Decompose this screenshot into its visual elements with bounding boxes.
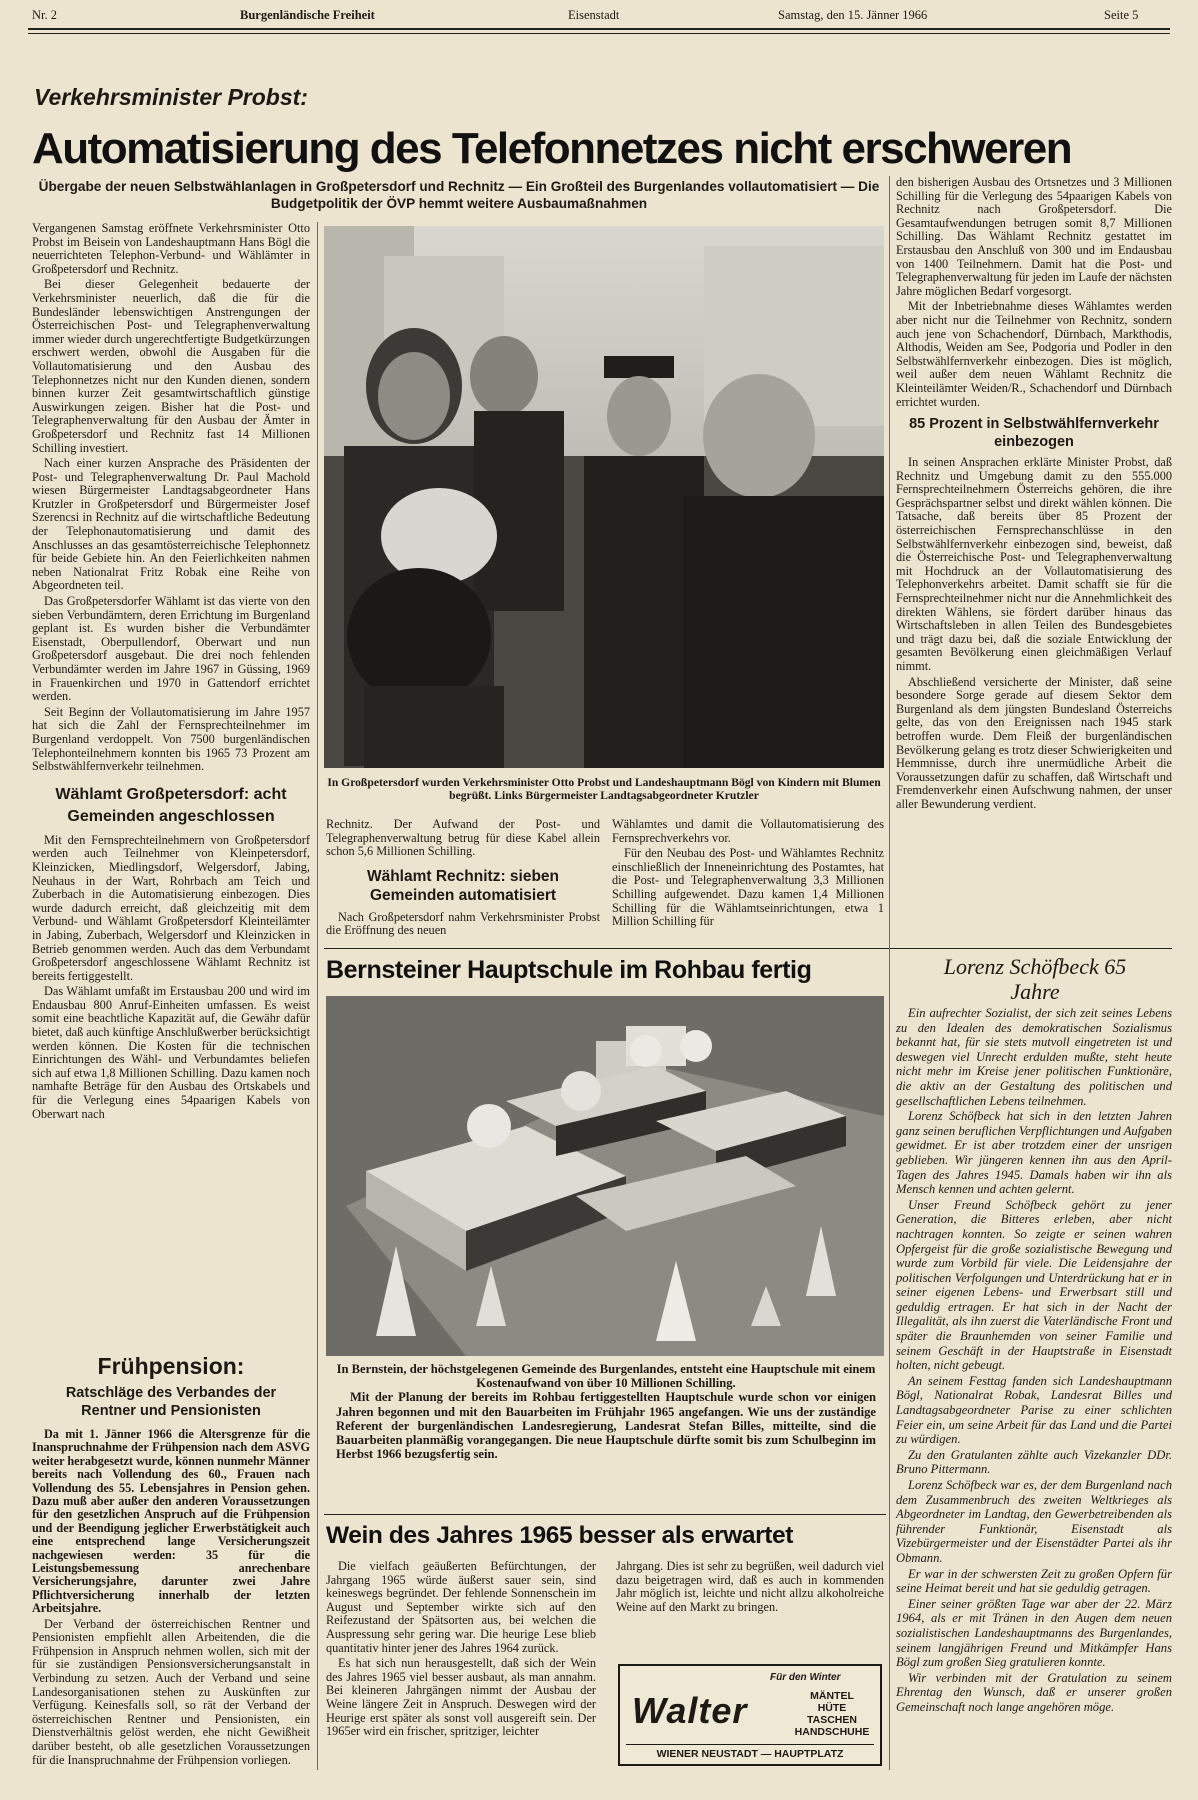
paragraph: Vergangenen Samstag eröffnete Verkehrsminister Otto Probst im Beisein von Landeshauptmann Hans Bögl die neuerrichteten Telephon-Verbund- und Wählämter in Großpetersdorf und Rechnitz. (32, 221, 310, 276)
article3-kicker: Frühpension: (97, 1353, 245, 1379)
paragraph: Lorenz Schöfbeck hat sich in den letzten Jahren ganz seinen beruflichen Verpflichtungen und Aufgaben gewidmet. Er ist aber trotzdem einer der unsrigen geblieben. Wir jüngeren kennen ihn aus den April-Tagen des Jahres 1945. Damals haben wir ihn als Mensch kennen und achten gelernt. (896, 1109, 1172, 1197)
paragraph: Zu den Gratulanten zählte auch Vizekanzler DDr. Bruno Pittermann. (896, 1447, 1172, 1477)
section-rule (324, 1514, 886, 1515)
article1-deck: Übergabe der neuen Selbstwählanlagen in Großpetersdorf und Rechnitz — Ein Großteil des Burgenlandes vollautomatisiert — Die Budgetpolitik der ÖVP hemmt weitere Ausbaumaßnahmen (38, 179, 880, 211)
issue-date: Samstag, den 15. Jänner 1966 (778, 8, 928, 22)
paragraph: Wählamtes und damit die Vollautomatisierung des Fernsprechverkehrs vor. (612, 817, 884, 845)
column-rule (889, 176, 890, 1770)
paragraph: Es hat sich nun herausgestellt, daß sich der Wein des Jahres 1965 viel besser ausbaut, als man annahm. Bei kleineren Jahrgängen nimmt der Ausbau der Weine längere Zeit in Anspruch. Deswegen wird der Heurige erst später als sonst voll ausgereift sein. Der 1965er wird ein frischer, spritziger, leichter (326, 1656, 596, 1739)
paragraph: Ein aufrechter Sozialist, der sich zeit seines Lebens zu den Idealen des demokratischen Sozialismus bekannt hat, für sie stets mutvoll eingetreten ist und deswegen viel Unrecht erdulden mußte, steht heute nicht mehr im Kreise jener politischen Funktionäre, die aktiv an der Gestaltung des politischen und gesellschaftlichen Lebens teilnehmen. (896, 1006, 1172, 1108)
paragraph: den bisherigen Ausbau des Ortsnetzes und 3 Millionen Schilling für die Verlegung des 54paarigen Kabels von Rechnitz nach Großpetersdorf. Die Gesamtaufwendungen betrugen somit 8,7 Millionen Schilling. Das Wählamt Rechnitz gestattet im Erstausbau den Anschluß von 300 und im Endausbau von 1400 Teilnehmern. Damit hat die Post- und Telegraphenverwaltung für jeden im Laufe der nächsten Jahre möglichen Bedarf vorgesorgt. (896, 175, 1172, 298)
paragraph: Nach einer kurzen Ansprache des Präsidenten der Post- und Telegraphenverwaltung Dr. Paul Machold wiesen Bürgermeister Landtagsabgeordneter Hans Krutzler in Großpetersdorf und Bürgermeister Josef Szerencsi in Rechnitz auf die wirtschaftliche Bedeutung der Telephonautomatisierung und damit des Anschlusses an das gesamtösterreichische Telephonnetz für beide Gebiete hin. An den Feierlichkeiten nahmen neben Nationalrat Fritz Robak eine Reihe von Abgeordneten teil. (32, 456, 310, 593)
paragraph: Jahrgang. Dies ist sehr zu begrüßen, weil dadurch viel dazu beigetragen wird, daß es auch in kommenden Jahr möglich ist, leichte und nicht allzu alkoholreiche Weine auf den Markt zu bringen. (616, 1559, 884, 1614)
photo2-caption-line1: In Bernstein, der höchstgelegenen Gemeinde des Burgenlandes, entsteht eine Hauptschule mit einem Kostenaufwand von über 10 Millionen Schilling. (336, 1362, 876, 1391)
ad-item: HANDSCHUHE (794, 1726, 870, 1738)
column-rule (317, 222, 318, 1770)
ad-brand-name: Walter (632, 1690, 748, 1731)
paragraph: Bei dieser Gelegenheit bedauerte der Verkehrsminister neuerlich, daß die für die Bundesländer lebenswichtigen Anstrengungen der Österreichischen Post- und Telegraphenverwaltung immer wieder durch ungerechtfertigte Budgetkürzungen erschwert werden, obwohl die Ausgaben für die Vollautomatisierung und den Ausbau des Telephonnetzes nicht nur den Kunden dienen, sondern binnen kurzer Zeit gesamtwirtschaftlich günstige Auswirkungen zeigen. Bisher hat die Post- und Telegraphenverwaltung für den Ausbau der Ämter in Großpetersdorf und Rechnitz fast 14 Millionen Schilling investiert. (32, 277, 310, 455)
masthead-rule (28, 28, 1170, 30)
school-model-illustration (326, 996, 884, 1356)
article3-lead: Da mit 1. Jänner 1966 die Altersgrenze für die Inanspruchnahme der Frühpension nach dem ASVG weiter herabgesetzt wurde, können nunmehr Männer bereits nach Vollendung des 60., Frauen nach Vollendung des 55. Lebensjahres in Pension gehen. Dazu muß aber außer den anderen Voraussetzungen für den gesetzlichen Anspruch auf die Frühpension und der Beendigung jeglicher Erwerbstätigkeit auch eine entsprechend lange Versicherungszeit nachgewiesen werden: 35 für die Leistungsbemessung anrechenbare Versicherungsjahre, darunter zwei Jahre Pflichtversicherung innerhalb der letzten Arbeitsjahre. (32, 1427, 310, 1616)
paragraph: Einer seiner größten Tage war aber der 22. März 1964, als er mit Tränen in den Augen dem neuen sozialistischen Landeshauptmanns des Burgenlandes, seinem langjährigen Freund und Mitkämpfer Hans Bögl zum großen Sieg gratulieren konnte. (896, 1596, 1172, 1670)
article3-subtitle: Ratschläge des Verbandes der Rentner und Pensionisten (65, 1385, 277, 1419)
ad-item: HÜTE (817, 1702, 847, 1714)
article4-title: Wein des Jahres 1965 besser als erwartet (326, 1522, 794, 1549)
photo-minister-reception (324, 226, 884, 768)
article1-col4 (896, 176, 1172, 814)
article1-col2 (326, 818, 600, 940)
ad-items (788, 1690, 876, 1738)
article4-col2 (616, 1560, 884, 1616)
ad-item: MÄNTEL (810, 1690, 854, 1702)
paragraph: Wir verbinden mit der Gratulation zu seinem Ehrentag den Wunsch, daß er unserer großen Gemeinschaft noch lange angehören möge. (896, 1670, 1172, 1714)
paragraph: Lorenz Schöfbeck war es, der dem Burgenland nach dem Zusammenbruch des zweiten Weltkrieges als Abgeordneter im Landtag, den Gewerbetreibenden als führender Funktionär, Eisenstadt als Vizebürgermeister und der Eisenstädter Partei als ihr Obmann. (896, 1478, 1172, 1565)
ad-tagline: Für den Winter (770, 1672, 841, 1683)
photo1-caption: In Großpetersdorf wurden Verkehrsminister Otto Probst und Landeshauptmann Bögl von Kindern mit Blumen begrüßt. Links Bürgermeister Landtagsabgeordneter Krutzler (327, 776, 881, 802)
article1-col3 (612, 818, 884, 931)
paragraph: Seit Beginn der Vollautomatisierung im Jahre 1957 hat sich die Zahl der Fernsprechteilnehmer im Burgenland verdoppelt. Von 7500 burgenländischen Telephonteilnehmern konnten bis 1965 73 Prozent am Selbstwählfernverkehr teilnehmen. (32, 704, 310, 774)
ad-item: TASCHEN (807, 1714, 857, 1726)
photo2-caption (336, 1362, 876, 1461)
ad-address: WIENER NEUSTADT — HAUPTPLATZ (626, 1744, 874, 1760)
article3-body (32, 1618, 310, 1768)
section-rule (896, 948, 1172, 949)
article4-col1 (326, 1560, 596, 1741)
paragraph: Er war in der schwersten Zeit zu großen Opfern für seine Heimat bereit und hat sie geduldig getragen. (896, 1566, 1172, 1596)
paragraph: An seinem Festtag fanden sich Landeshauptmann Bögl, Nationalrat Robak, Landesrat Billes und Landtagsabgeordneter Parise zu einer schlichten Feier ein, um seine Arbeit für das Land und die Partei zu würdigen. (896, 1373, 1172, 1447)
article1-col1 (32, 222, 310, 1123)
paragraph: Das Großpetersdorfer Wählamt ist das vierte von den sieben Verbundämtern, deren Errichtung im Burgenland geplant ist. Es wurden bisher die Verbundämter Eisenstadt, Oberpullendorf, Oberwart und nun Großpetersdorf ausgebaut. Die drei noch fehlenden Verbundämter werden im Jahre 1967 in Güssing, 1969 in Frauenkirchen und 1970 in Gattendorf errichtet werden. (32, 594, 310, 704)
paragraph: Das Wählamt umfaßt im Erstausbau 200 und wird im Endausbau 800 Anruf-Einheiten umfassen. Es weist somit eine beachtliche Kapazität auf, die Gewähr dafür bietet, daß auch künftige Anschlußwerber berücksichtigt werden können. Die Kosten für die technischen Einrichtungen des Wähl- und Verbundamtes beliefen sich auf etwa 1,8 Millionen Schilling. Dazu kamen noch namhafte Beträge für den Ausbau des Ortskabels und für die Verlegung eines 54paarigen Kabels von Oberwart nach (32, 984, 310, 1121)
subhead-rechnitz: Wählamt Rechnitz: sieben Gemeinden automatisiert (366, 867, 560, 904)
article1-kicker: Verkehrsminister Probst: (34, 84, 308, 110)
paragraph: Nach Großpetersdorf nahm Verkehrsminister Probst die Eröffnung des neuen (326, 909, 600, 938)
article5-body (896, 1006, 1172, 1716)
masthead-rule-thin (28, 33, 1170, 34)
paragraph: Unser Freund Schöfbeck gehört zu jener Generation, die Bitteres erleben, aber nicht nachtragen konnten. So zeigte er seinen wahren Opfergeist für die große sozialistische Bewegung und wurde zum Vorbild für viele. Die Leidensjahre der politischen Verfolgungen und Unterdrückung hat er in seiner eigenen Lebens- und Erwerbsart still und geduldig ertragen. Er hat sich in der Nacht der Illegalität, als ihn zuerst die Vaterländische Front und später die Braunhemden von seiner Familie und seinem Geschäft in der Hauptstraße in Eisenstadt holten, nicht gebeugt. (896, 1197, 1172, 1373)
paragraph: Für den Neubau des Post- und Wählamtes Rechnitz einschließlich der Inneneinrichtung des Postamtes, hat die Post- und Telegraphenverwaltung 3,3 Millionen Schilling aufgewendet. Dazu kamen 1,4 Millionen Schilling für die Wählamtseinrichtungen, etwa 1 Million Schilling für (612, 846, 884, 929)
photo-illustration (324, 226, 884, 768)
paragraph: Die vielfach geäußerten Befürchtungen, der Jahrgang 1965 würde äußerst sauer sein, sind keineswegs begründet. Der fehlende Sonnenschein im August und September wirkte sich auf den Reifezustand der Spätsorten aus, bei welchen die Auspressung sehr gering war. Die heurige Lese blieb quantitativ hinter jener des Jahres 1964 zurück. (326, 1559, 596, 1655)
article3 (32, 1352, 310, 1769)
article2-title: Bernsteiner Hauptschule im Rohbau fertig (326, 956, 812, 984)
paragraph: In seinen Ansprachen erklärte Minister Probst, daß Rechnitz und Umgebung damit zu den 555.000 Fernsprechteilnehmern Österreichs gehören, die ihre Gesprächspartner selbst und direkt wählen können. Die Tatsache, daß bereits über 85 Prozent der österreichischen Fernsprechanschlüsse in den Selbstwählfernverkehr einbezogen sind, beweist, daß die Österreichische Post- und Telegraphenverwaltung mit Hochdruck an der Vollautomatisierung des Telephonverkehrs arbeitet. Damit schafft sie für die Fernsprechteilnehmer nicht nur die Annehmlichkeit des direkten Wählens, sie fördert darüber hinaus das Wirtschaftsleben in allen Teilen des Bundesgebietes und trägt dazu bei, daß die soziale Entwicklung der gesamten Bevölkerung einen gleichmäßigen Verlauf nimmt. (896, 455, 1172, 673)
page-number: Seite 5 (1104, 8, 1139, 22)
subhead-85-prozent: 85 Prozent in Selbstwählfernverkehr einbezogen (909, 416, 1159, 451)
issue-number: Nr. 2 (32, 8, 57, 22)
subhead-grosspetersdorf: Wählamt Großpetersdorf: acht Gemeinden angeschlossen (55, 785, 287, 825)
photo2-caption-body: Mit der Planung der bereits im Rohbau fertiggestellten Hauptschule wurde schon vor einigen Jahren begonnen und mit den Bauarbeiten im Frühjahr 1965 angefangen. Wie uns der zuständige Referent der burgenländischen Landesregierung, Landesrat Stefan Billes, mitteilte, sind die Bauarbeiten planmäßig vorangegangen. Die neue Hauptschule dürfte somit bis zum Schulbeginn im Herbst 1966 bezugsfertig sein. (336, 1390, 876, 1462)
paragraph: Abschließend versicherte der Minister, daß seine besondere Sorge gerade auf diesem Sektor dem Burgenland als dem jüngsten Bundesland Österreichs gelte, das von den Ereignissen nach 1945 stark betroffen wurde. Dem Fleiß der burgenländischen Bevölkerung gelang es trotz dieser Schwierigkeiten und Hemmnisse, durch ihre unermüdliche Arbeit die Voraussetzungen dafür zu schaffen, daß Wirtschaft und Fremdenverkehr einen Aufschwung nahmen, der unser aller Bewunderung verdient. (896, 674, 1172, 811)
paragraph: Der Verband der österreichischen Rentner und Pensionisten empfiehlt allen Arbeitenden, die die Frühpension in Anspruch nehmen wollen, sich mit der für sie zuständigen Pensionsversicherungsanstalt in Verbindung zu setzen. Auch der Verband und seine Landesorganisationen stehen zu Auskünften zur Verfügung. Keinesfalls soll, so rät der Verband der österreichischen Rentner und Pensionisten, ein Dienstverhältnis gelöst werden, ehe nicht Gewißheit darüber besteht, ob alle gesetzlichen Voraussetzungen für die Inanspruchnahme der Frühpension vorliegen. (32, 1616, 310, 1767)
city-name: Eisenstadt (568, 8, 620, 22)
photo-school-model (326, 996, 884, 1356)
paragraph: Mit der Inbetriebnahme dieses Wählamtes werden aber nicht nur die Teilnehmer von Rechnitz, sondern auch jene von Schachendorf, Dürnbach, Markthodis, Althodis, Weiden am See, Podgoria und Podler in den Selbstwählfernverkehr einbezogen. Dies ist möglich, weil außer dem neuen Wählamt Rechnitz die Kleinteilämter Weiden/R., Schachendorf und Dürnbach errichtet wurden. (896, 299, 1172, 409)
article1-title: Automatisierung des Telefonnetzes nicht erschweren (32, 124, 1072, 173)
walter-advertisement (618, 1664, 882, 1766)
paragraph: Rechnitz. Der Aufwand der Post- und Telegraphenverwaltung betrug für diese Kabel allein schon 5,6 Millionen Schilling. (326, 817, 600, 859)
paragraph: Mit den Fernsprechteilnehmern von Großpetersdorf werden auch Teilnehmer von Kleinpetersdorf, Kleinzicken, Miedlingsdorf, Welgersdorf, Jabing, Neuhaus in der Wart, Rohrbach am Teich und Zuberbach in die Automatisierung einbezogen. Dies wurde dadurch erreicht, daß gleichzeitig mit dem Verbund- und Wählamt Großpetersdorf Kleinteilämter in Jabing, Zuberbach, Welgersdorf und Kleinzicken in Betrieb genommen werden. Auch das dem Verbundamt Großpetersdorf angeschlossene Wählamt Rechnitz ist bereits fertiggestellt. (32, 832, 310, 983)
paper-name: Burgenländische Freiheit (240, 8, 375, 22)
article5-title: Lorenz Schöfbeck 65 Jahre (943, 954, 1127, 1004)
